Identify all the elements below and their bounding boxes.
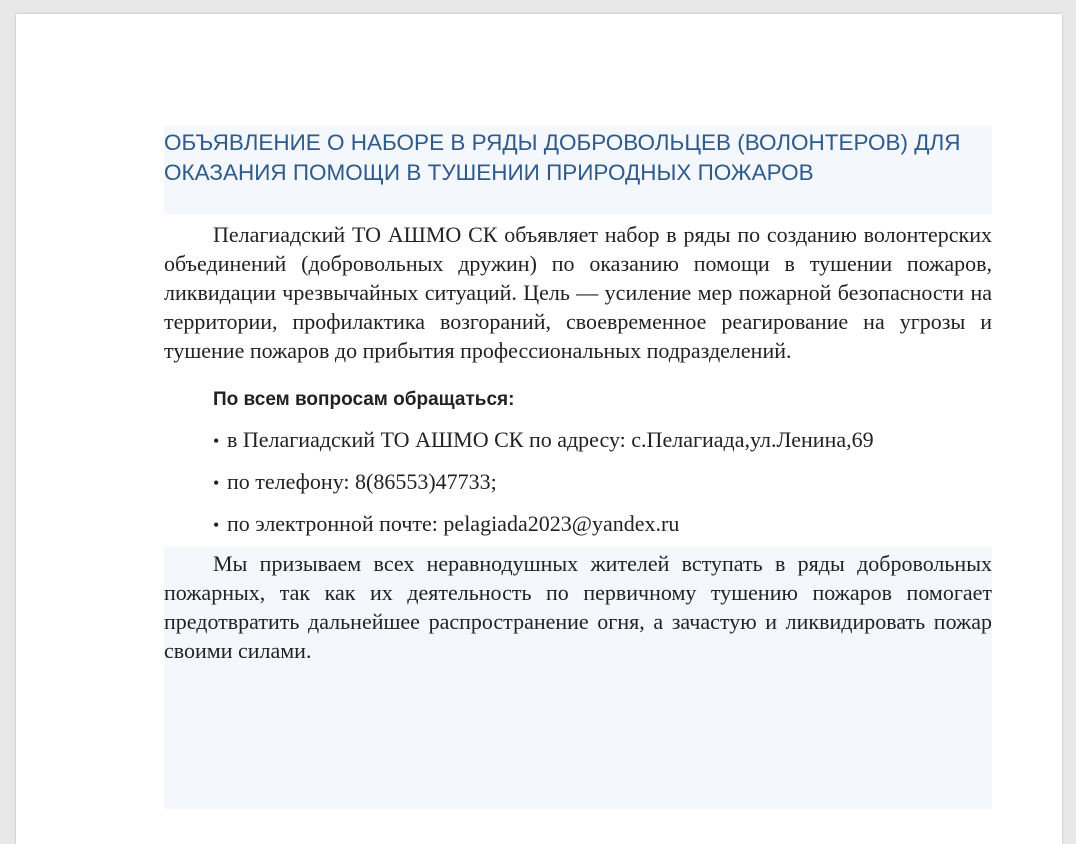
contact-email [213, 509, 992, 540]
closing-paragraph: Мы призываем всех неравнодушных жителей вступать в ряды добровольных пожарных, так как их деятельность по первичному тушению пожаров помогает предотвратить дальнейшее распространение огня, а зачастую и ликвидировать пожар своими силами. [164, 551, 992, 663]
bullet-icon: • [213, 431, 220, 451]
bullet-icon: • [213, 515, 220, 535]
contact-phone-text: по телефону: 8(86553)47733; [227, 469, 497, 494]
document-title: ОБЪЯВЛЕНИЕ О НАБОРЕ В РЯДЫ ДОБРОВОЛЬЦЕВ (ВОЛОНТЕРОВ) ДЛЯ ОКАЗАНИЯ ПОМОЩИ В ТУШЕНИИ ПРИРОДНЫХ ПОЖАРОВ [164, 130, 961, 185]
closing-block [164, 547, 992, 809]
contact-phone [213, 467, 992, 498]
title-block [164, 126, 992, 214]
contact-email-text: по электронной почте: pelagiada2023@yandex.ru [227, 511, 680, 536]
contact-heading: По всем вопросам обращаться: [213, 389, 515, 410]
contact-address-text: в Пелагиадский ТО АШМО СК по адресу: с.Пелагиада,ул.Ленина,69 [227, 427, 874, 452]
intro-paragraph: Пелагиадский ТО АШМО СК объявляет набор в ряды по созданию волонтерских объединений (добровольных дружин) по оказанию помощи в тушении пожаров, ликвидации чрезвычайных ситуаций. Цель — усиление мер пожарной безопасности на территории, профилактика возгораний, своевременное реагирование на угрозы и тушение пожаров до прибытия профессиональных подразделений. [164, 222, 992, 363]
document-content [164, 126, 992, 809]
document-page [16, 14, 1062, 844]
contact-list [164, 425, 992, 540]
bullet-icon: • [213, 473, 220, 493]
contact-address [213, 425, 992, 456]
